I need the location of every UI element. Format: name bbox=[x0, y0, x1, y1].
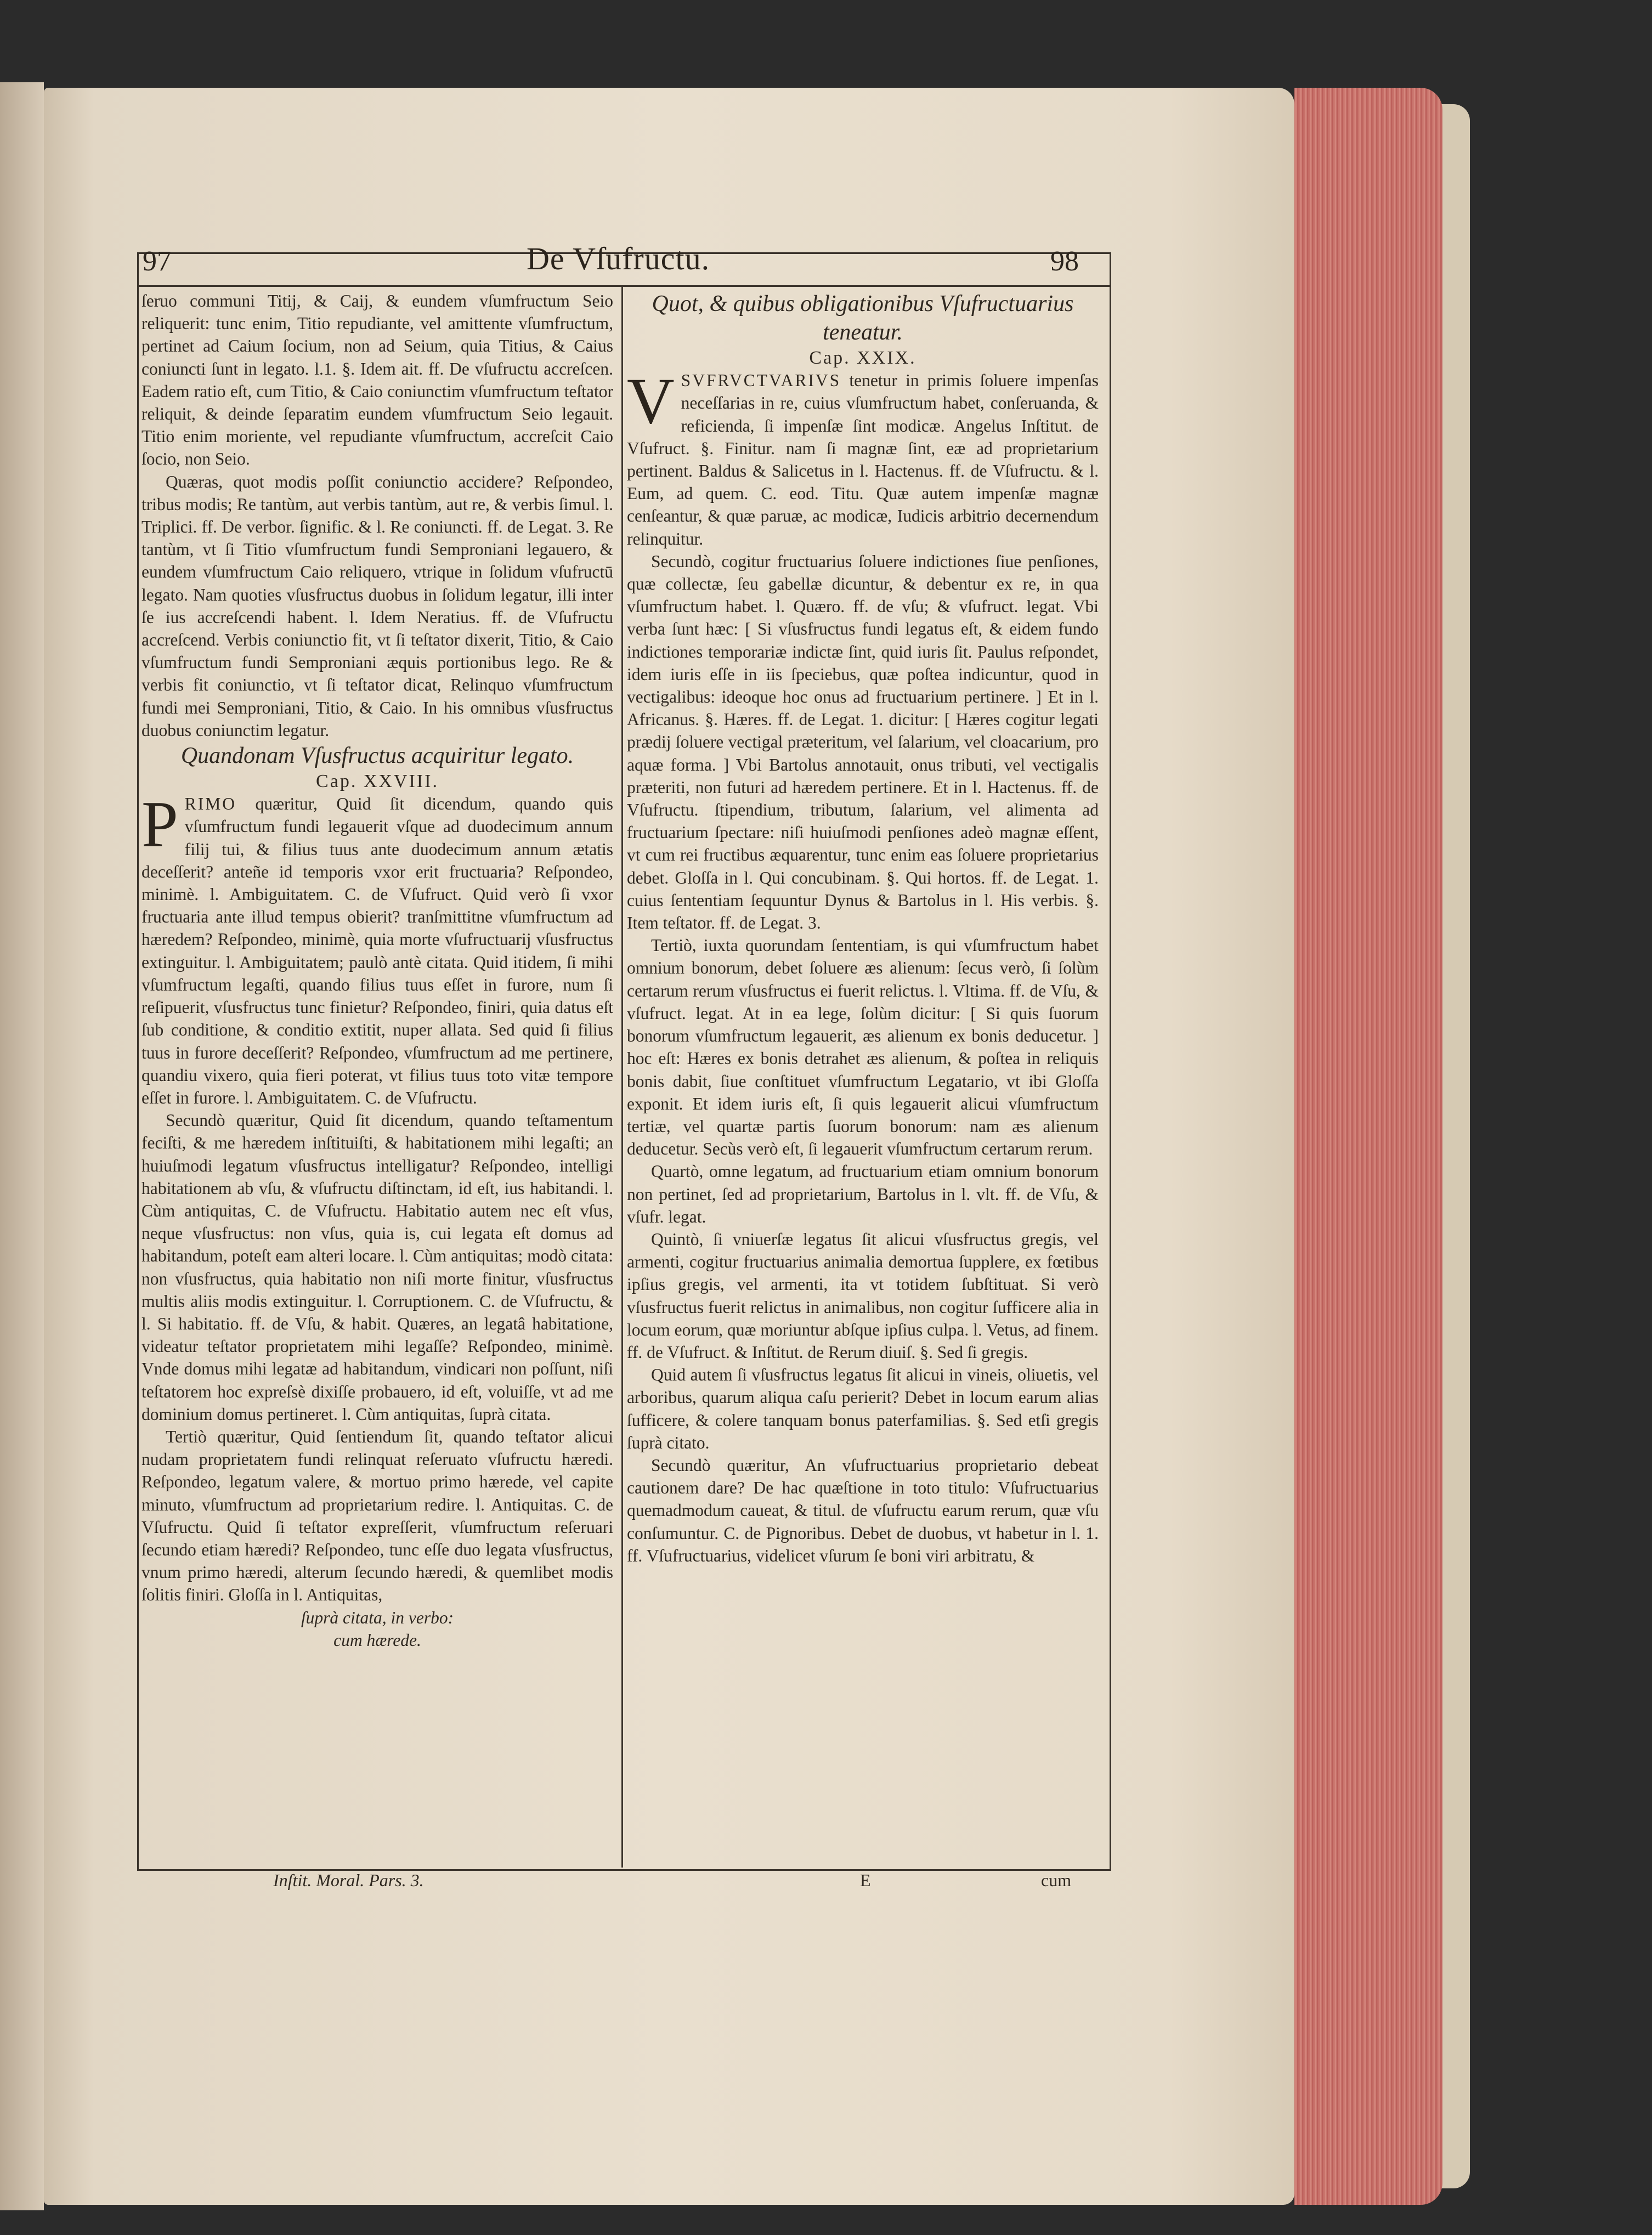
paragraph bbox=[142, 788, 614, 1109]
catchword: cum bbox=[1041, 1870, 1072, 1890]
page-footer bbox=[142, 1870, 1112, 1903]
lead-word: RIMO bbox=[184, 794, 237, 814]
paragraph: Tertiò quæritur, Quid ſentiendum ſit, quando teſtator alicui nudam proprietatem fundi relinquat reſeruato vſufructu hæredi. Reſpondeo, legatum valere, & mortuo primo hærede, vel capite minuto, vſumfructum ad proprietarium redire. l. Antiquitas. C. de Vſufructu. Quid ſi teſtator expreſſerit, vſumfructum reſeruari ſecundo etiam hæredi? Reſpondeo, tunc eſſe duo legata vſusfructus, vnum primo hæredi, alterum ſecundo hæredi, & quemlibet modis ſolitis finiri. Gloſſa in l. Antiquitas, bbox=[142, 1427, 613, 1605]
column-divider bbox=[621, 286, 623, 1868]
chapter-heading: Quandonam Vſusfructus acquiritur legato. bbox=[180, 743, 574, 769]
lead-word: SVFRVCTVARIVS bbox=[681, 371, 841, 391]
left-page-number: 97 bbox=[143, 246, 171, 277]
right-column bbox=[627, 290, 1099, 1567]
chapter-number: Cap. XXIX. bbox=[809, 348, 916, 368]
red-page-edges bbox=[1294, 88, 1442, 2205]
chapter-number: Cap. XXVIII. bbox=[316, 771, 439, 792]
paragraph-text: quæritur, Quid ſit dicendum, quando quis vſumfructum fundi legauerit vſque ad duodecimum annum filij tui, & filius tuus ante duodecimum annum ætatis deceſſerit? anteñe id temporis vxor erit fructuaria? Reſpondeo, minimè. l. Ambiguitatem. C. de Vſufruct. Quid verò ſi vxor fructuaria ante illud tempus obierit? tranſmittitne vſumfructum ad hæredem? Reſpondeo, minimè, quia morte vſufructuarij vſusfructus extinguitur. l. Ambiguitatem; paulò antè citata. Quid itidem, ſi mihi vſumfructum legaſti, quando filius tuus eſſet in furore, num ſi reſipuerit, vſusfructus tunc finietur? Reſpondeo, finiri, quia datus eſt ſub conditione, & conditio extitit, nuper allata. Sed quid ſi filius tuus in furore deceſſerit? Reſpondeo, vſumfructum ad me pertinere, quandiu vixero, quia fieri poterat, vt filius tuus toto vitæ tempore eſſet in furore. l. Ambiguitatem. C. de Vſufructu. bbox=[142, 794, 614, 1107]
left-page-edge bbox=[0, 82, 44, 2210]
paragraph: Secundò quæritur, Quid ſit dicendum, quando teſtamentum feciſti, & me hæredem inſtituiſti, & habitationem mihi legaſti; an huiuſmodi legatum vſusfructus intelligatur? Reſpondeo, intelligi habitationem ab vſu, & vſufructu diſtinctam, id eſt, ius habitandi. l. Cùm antiquitas, C. de Vſufructu. Habitatio autem nec eſt vſus, neque vſusfructus: non vſus, quia is, cui legata eſt domus ad habitandum, poteſt eam alteri locare. l. Cùm antiquitas; modò citata: non vſusfructus, quia habitatio non niſi morte finitur, vſusfructus multis aliis modis extinguitur. l. Corruptionem. C. de Vſufructu, & l. Si habitatio. ff. de Vſu, & habit. Quæres, an legatâ habitatione, videatur teſtator proprietatem mihi legaſſe? Reſpondeo, minimè. Vnde domus mihi legatæ ad habitandum, vindicari non poſſunt, niſi teſtatorem hoc expreſsè dixiſſe probauero, id eſt, voluiſſe, vt ad me dominium domus pertineret. l. Cùm antiquitas, ſuprà citata. bbox=[142, 1111, 613, 1424]
footer-title: Inſtit. Moral. Pars. 3. bbox=[273, 1870, 424, 1890]
running-head: De Vſufructu. bbox=[527, 241, 710, 276]
drop-capital: P bbox=[142, 788, 178, 861]
drop-capital: V bbox=[627, 364, 675, 438]
signature-mark: E bbox=[860, 1870, 871, 1890]
paragraph: Secundò, cogitur fructuarius ſoluere indictiones ſiue penſiones, quæ collectæ, ſeu gabellæ dicuntur, & debentur ex re, in qua vſumfructum habet. l. Quæro. ff. de vſu; & vſufruct. legat. Vbi verba ſunt hæc: [ Si vſusfructus fundi legatus eſt, & eidem fundo indictiones temporariæ indictæ ſint, quid iuris ſit. Paulus reſpondet, idem iuris eſſe in iis ſpeciebus, quæ poſtea indicuntur, quod in vectigalibus: ideoque hoc onus ad fructuarium pertinere. ] Et in l. Africanus. §. Hæres. ff. de Legat. 1. dicitur: [ Hæres cogitur legati prædij ſoluere vectigal præteritum, vel ſalarium, vel cloacarium, pro aquæ forma. ] Vbi Bartolus annotauit, onus tributi, vel vectigalis præteriti, non futuri ad hæredem pertinere. Et in l. Hactenus. ff. de Vſufructu. ſtipendium, tributum, ſalarium, vel alimenta ad fructuarium ſpectare: niſi huiuſmodi penſiones adeò magnæ eſſent, vt cum rei fructibus æquarentur, tunc enim eas ſoluere proprietarius debet. Gloſſa in l. Qui concubinam. §. Qui hortos. ff. de Legat. 1. cuius ſententiam ſequuntur Dynus & Bartolus in l. His verbis. §. Item teſtator. ff. de Legat. 3. bbox=[627, 551, 1099, 933]
citation-line: cum hærede. bbox=[333, 1630, 421, 1650]
header-rule bbox=[137, 285, 1111, 287]
paragraph: Quæras, quot modis poſſit coniunctio accidere? Reſpondeo, tribus modis; Re tantùm, aut verbis tantùm, aut re, & verbis ſimul. l. Triplici. ff. De verbor. ſignific. & l. Re coniuncti. ff. de Legat. 3. Re tantùm, vt ſi Titio vſumfructum fundi Semproniani legauero, & eundem vſumfructum Caio reliquero, vtrique in ſolidum vſufructū legato. Nam quoties vſusfructus duobus in ſolidum legatur, illi inter ſe ius accreſcendi habent. l. Idem Neratius. ff. de Vſufructu accreſcend. Verbis coniunctio fit, vt ſi teſtator dixerit, Titio, & Caio vſumfructum fundi Semproniani æquis portionibus lego. Re & verbis fit coniunctio, vt ſi teſtator dicat, Relinquo vſumfructum fundi mei Semproniani, Titio, & Caio. In his omnibus vſusfructus duobus coniunctim legatur. bbox=[142, 472, 613, 740]
paragraph: Quartò, omne legatum, ad fructuarium etiam omnium bonorum non pertinet, ſed ad proprietarium, Bartolus in l. vlt. ff. de Vſu, & vſufr. legat. bbox=[627, 1162, 1099, 1226]
paragraph: ſeruo communi Titij, & Caij, & eundem vſumfructum Seio reliquerit: tunc enim, Titio repudiante, vel amittente vſumfructum, pertinet ad Caium ſocium, non ad Seium, quia Titius, & Caius coniuncti ſunt in legato. l.1. §. Idem ait. ff. De vſufructu accreſcen. Eadem ratio eſt, cum Titio, & Caio coniunctim vſumfructum teſtator reliquit, & deinde ſeparatim eundem vſumfructum Seio legauit. Titio enim moriente, vel repudiante vſumfructum, accreſcit Caio ſocio, non Seio. bbox=[142, 291, 613, 469]
left-column bbox=[142, 290, 613, 1651]
paragraph: Quintò, ſi vniuerſæ legatus ſit alicui vſusfructus gregis, vel armenti, cogitur fructuarius animalia demortua ſupplere, ex fœtibus ipſius gregis, vel armenti, ita vt totidem ſubſtituat. Si verò vſusfructus fuerit relictus in animalibus, non cogitur ſufficere alia in locum eorum, quæ moriuntur abſque ipſius culpa. l. Vetus, ad finem. ff. de Vſufruct. & Inſtitut. de Rerum diuiſ. §. Sed ſi gregis. bbox=[627, 1229, 1099, 1362]
paragraph-text: tenetur in primis ſoluere impenſas neceſſarias in re, cuius vſumfructum habet, conſeruanda, & reficienda, ſi impenſæ ſint modicæ. Angelus Inſtitut. de Vſufruct. §. Finitur. nam ſi magnæ ſint, eæ ad proprietarium pertinent. Baldus & Salicetus in l. Hactenus. ff. de Vſufructu. & l. Eum, ad quem. C. eod. Titu. Quæ autem impenſæ magnæ cenſeantur, & quæ paruæ, ac modicæ, Iudicis arbitrio decernendum relinquitur. bbox=[627, 371, 1099, 548]
citation-line: ſuprà citata, in verbo: bbox=[301, 1608, 454, 1627]
paragraph: Quid autem ſi vſusfructus legatus ſit alicui in vineis, oliuetis, vel arboribus, quarum aliqua caſu perierit? Debet in locum earum alias ſufficere, & colere tanquam bonus paterfamilias. §. Sed etſi gregis ſuprà citato. bbox=[627, 1365, 1099, 1452]
paragraph: Tertiò, iuxta quorundam ſententiam, is qui vſumfructum habet omnium bonorum, debet ſoluere æs alienum: ſecus verò, ſi ſolùm certarum rerum vſusfructus ei fuerit relictus. l. Vltima. ff. de Vſu, & vſufruct. legat. At in ea lege, ſolùm dicitur: [ Si quis ſuorum bonorum vſumfructum legauerit, æs alienum ex bonis deducetur. ] hoc eſt: Hæres ex bonis detrahet æs alienum, & poſtea in reliquis bonis dabit, ſiue conſtituet vſumfructum Legatario, vt ibi Gloſſa exponit. Et idem iuris eſt, ſi quis legauerit alicui vſumfructum tertiæ, vel quartæ partis ſuorum bonorum: nam æs alienum deducetur. Secùs verò eſt, ſi legauerit vſumfructum certarum rerum. bbox=[627, 936, 1099, 1159]
right-page-number: 98 bbox=[1050, 246, 1079, 277]
paragraph: Secundò quæritur, An vſufructuarius proprietario debeat cautionem dare? De hac quæſtione in toto titulo: Vſufructuarius quemadmodum caueat, & titul. de vſufructu earum rerum, quæ vſu conſumuntur. C. de Pignoribus. Debet de duobus, vt habetur in l. 1. ff. Vſufructuarius, videlicet vſurum ſe boni viri arbitratu, & bbox=[627, 1455, 1099, 1565]
chapter-heading: Quot, & quibus obligationibus Vſufructuarius teneatur. bbox=[652, 291, 1074, 345]
paragraph bbox=[627, 364, 1099, 550]
